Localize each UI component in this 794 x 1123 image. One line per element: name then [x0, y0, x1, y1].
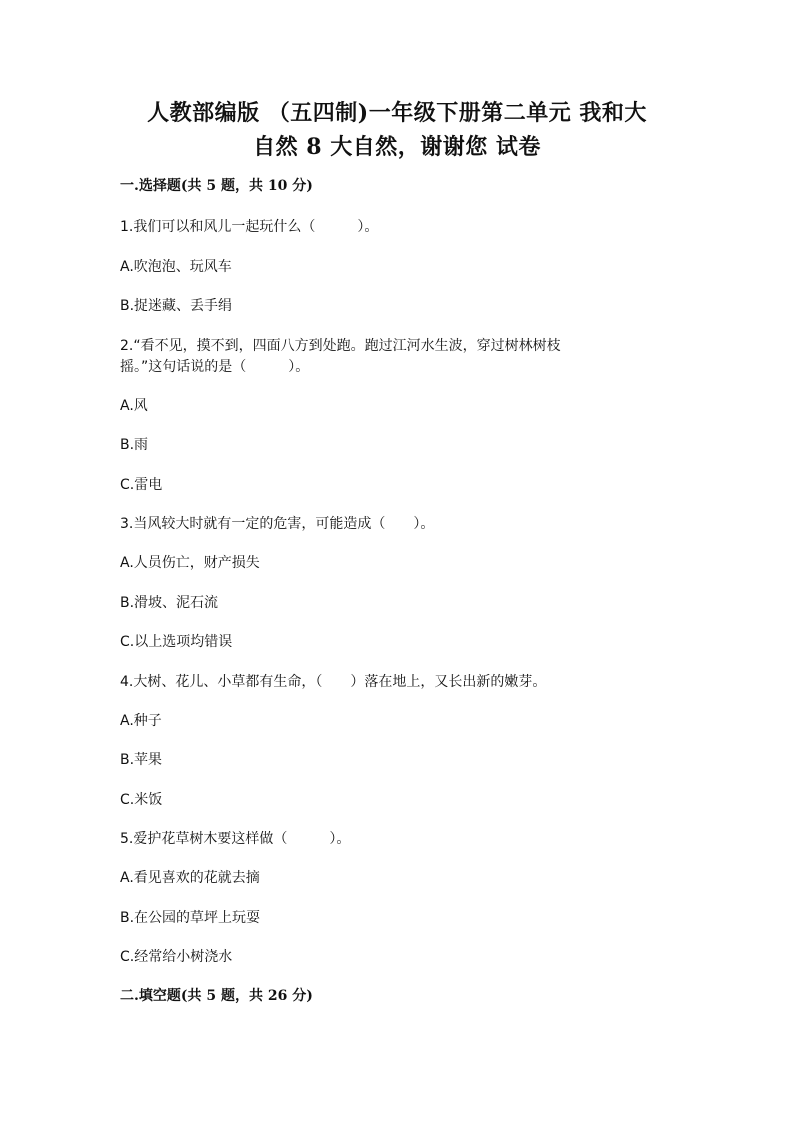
question-5-option-c: C.经常给小树浇水	[120, 949, 233, 965]
question-5-stem: 5.爱护花草树木要这样做（ ）。	[120, 831, 351, 847]
question-2-option-b: B.雨	[120, 437, 149, 453]
question-1-stem: 1.我们可以和风儿一起玩什么（ ）。	[120, 219, 379, 235]
question-3-stem: 3.当风较大时就有一定的危害，可能造成（ ）。	[120, 516, 435, 532]
page-title-line-2: 自然 8 大自然，谢谢您 试卷	[253, 134, 541, 160]
question-3-option-b: B.滑坡、泥石流	[120, 595, 219, 611]
section-heading-multiple-choice: 一.选择题(共 5 题，共 10 分)	[120, 178, 313, 194]
question-5-option-b: B.在公园的草坪上玩耍	[120, 910, 261, 926]
question-4-option-c: C.米饭	[120, 792, 163, 808]
question-3-option-c: C.以上选项均错误	[120, 634, 233, 650]
question-2-option-a: A.风	[120, 398, 148, 414]
page-title-line-1: 人教部编版 （五四制)一年级下册第二单元 我和大	[147, 100, 647, 126]
question-4-option-b: B.苹果	[120, 752, 163, 768]
question-3-option-a: A.人员伤亡，财产损失	[120, 555, 260, 571]
question-2-stem-line-2: 摇。”这句话说的是（ ）。	[120, 359, 310, 375]
section-heading-fill-in: 二.填空题(共 5 题，共 26 分)	[120, 988, 313, 1004]
question-2-stem-line-1: 2.“看不见，摸不到，四面八方到处跑。跑过江河水生波，穿过树林树枝	[120, 338, 561, 354]
question-1-option-b: B.捉迷藏、丢手绢	[120, 298, 233, 314]
question-1-option-a: A.吹泡泡、玩风车	[120, 259, 232, 275]
page-title	[120, 96, 674, 164]
question-2-option-c: C.雷电	[120, 477, 163, 493]
question-5-option-a: A.看见喜欢的花就去摘	[120, 870, 260, 886]
question-4-option-a: A.种子	[120, 713, 162, 729]
question-4-stem: 4.大树、花儿、小草都有生命，（ ）落在地上，又长出新的嫩芽。	[120, 674, 547, 690]
